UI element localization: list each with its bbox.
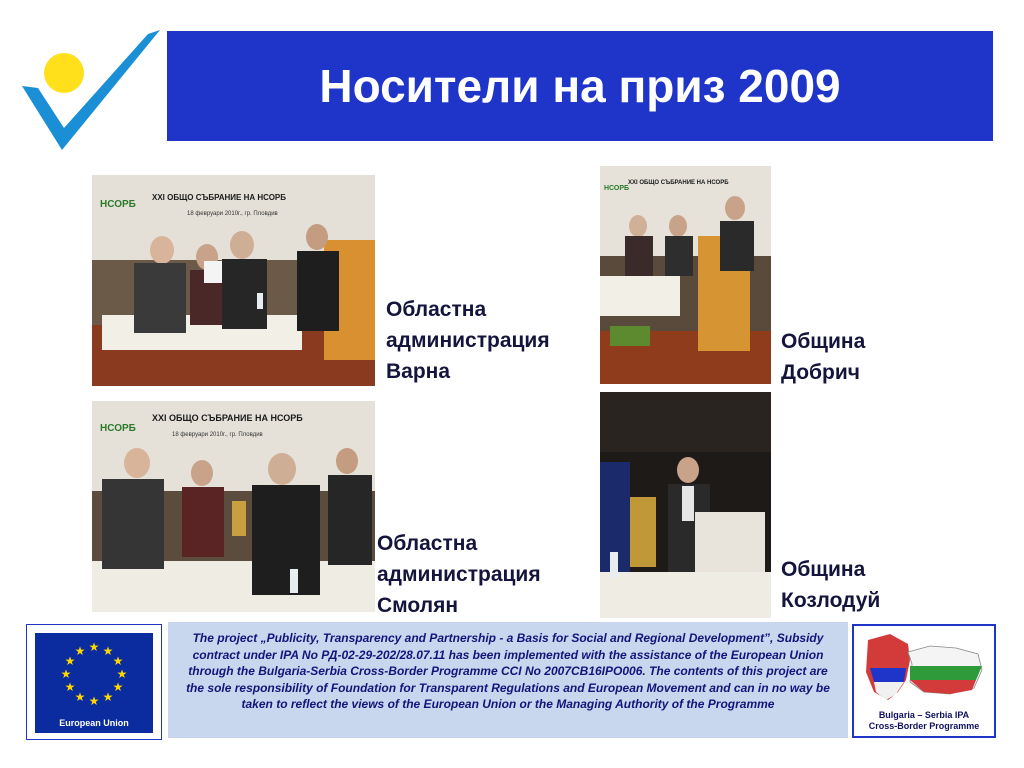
banner-logo: НСОРБ [100, 199, 136, 210]
svg-text:★: ★ [112, 680, 124, 694]
photo-award-varna [92, 175, 375, 386]
banner-logo: НСОРБ [100, 423, 136, 434]
banner-title: XXI ОБЩО СЪБРАНИЕ НА НСОРБ [152, 193, 287, 202]
svg-text:★: ★ [74, 644, 86, 658]
caption-dobrich [781, 326, 865, 388]
caption-kozloduy [781, 554, 880, 616]
photo-award-smolyan [92, 401, 375, 612]
caption-line: Община [781, 330, 866, 353]
caption-line: Добрич [781, 361, 860, 384]
caption-line: Варна [386, 360, 451, 383]
banner-date: 18 февруари 2010г., гр. Пловдив [187, 211, 278, 217]
caption-line: администрация [377, 563, 541, 586]
svg-text:★: ★ [112, 654, 124, 668]
caption-line: Смолян [377, 594, 459, 617]
eu-logo [26, 624, 162, 740]
svg-text:★: ★ [88, 694, 100, 708]
caption-line: Областна [377, 532, 478, 555]
banner-title: XXI ОБЩО СЪБРАНИЕ НА НСОРБ [628, 180, 729, 186]
banner-date: 18 февруари 2010г., гр. Пловдив [172, 432, 263, 438]
caption-smolyan [377, 528, 541, 621]
photo-award-dobrich [600, 166, 771, 384]
ipa-programme-label [856, 710, 992, 732]
svg-text:★: ★ [64, 680, 76, 694]
svg-text:★: ★ [102, 690, 114, 704]
svg-text:★: ★ [102, 644, 114, 658]
svg-text:★: ★ [64, 654, 76, 668]
project-disclaimer [168, 622, 848, 738]
ipa-line1: Bulgaria – Serbia IPA [878, 710, 970, 720]
bulgaria-serbia-map-icon [860, 630, 988, 708]
ipa-programme-logo [852, 624, 996, 738]
ipa-line2: Cross-Border Programme [868, 721, 980, 731]
caption-line: Областна [386, 298, 487, 321]
eu-flag-icon [35, 633, 153, 713]
organization-logo [18, 28, 166, 156]
caption-varna [386, 294, 550, 387]
banner-logo: НСОРБ [604, 185, 630, 192]
photo-award-kozloduy [600, 392, 771, 618]
logo-sun-icon [44, 53, 84, 93]
page-title: Носители на приз 2009 [319, 60, 841, 112]
svg-text:★: ★ [60, 667, 72, 681]
caption-line: администрация [386, 329, 550, 352]
svg-text:★: ★ [116, 667, 128, 681]
disclaimer-text: The project „Publicity, Transparency and Partnership - a Basis for Social and Regional Development”, Subsidy contract under IPA No РД-02-29-202/28.07.11 has been implemented with the assistance of the European Union through the Bulgaria-Serbia Cross-Border Programme CCI No 2007CB16IPO006. The contents of this project are the sole responsibility of Foundation for Transparent Regulations and European Movement and can in no way be taken to reflect the views of the European Union or the Managing Authority of the Programme [186, 631, 830, 711]
logo-check-icon [22, 30, 160, 150]
banner-title: XXI ОБЩО СЪБРАНИЕ НА НСОРБ [152, 413, 303, 423]
title-bar [167, 31, 993, 141]
caption-line: Козлодуй [781, 589, 881, 612]
eu-label: European Union [35, 713, 153, 733]
svg-text:★: ★ [74, 690, 86, 704]
svg-text:★: ★ [88, 640, 100, 654]
caption-line: Община [781, 558, 866, 581]
